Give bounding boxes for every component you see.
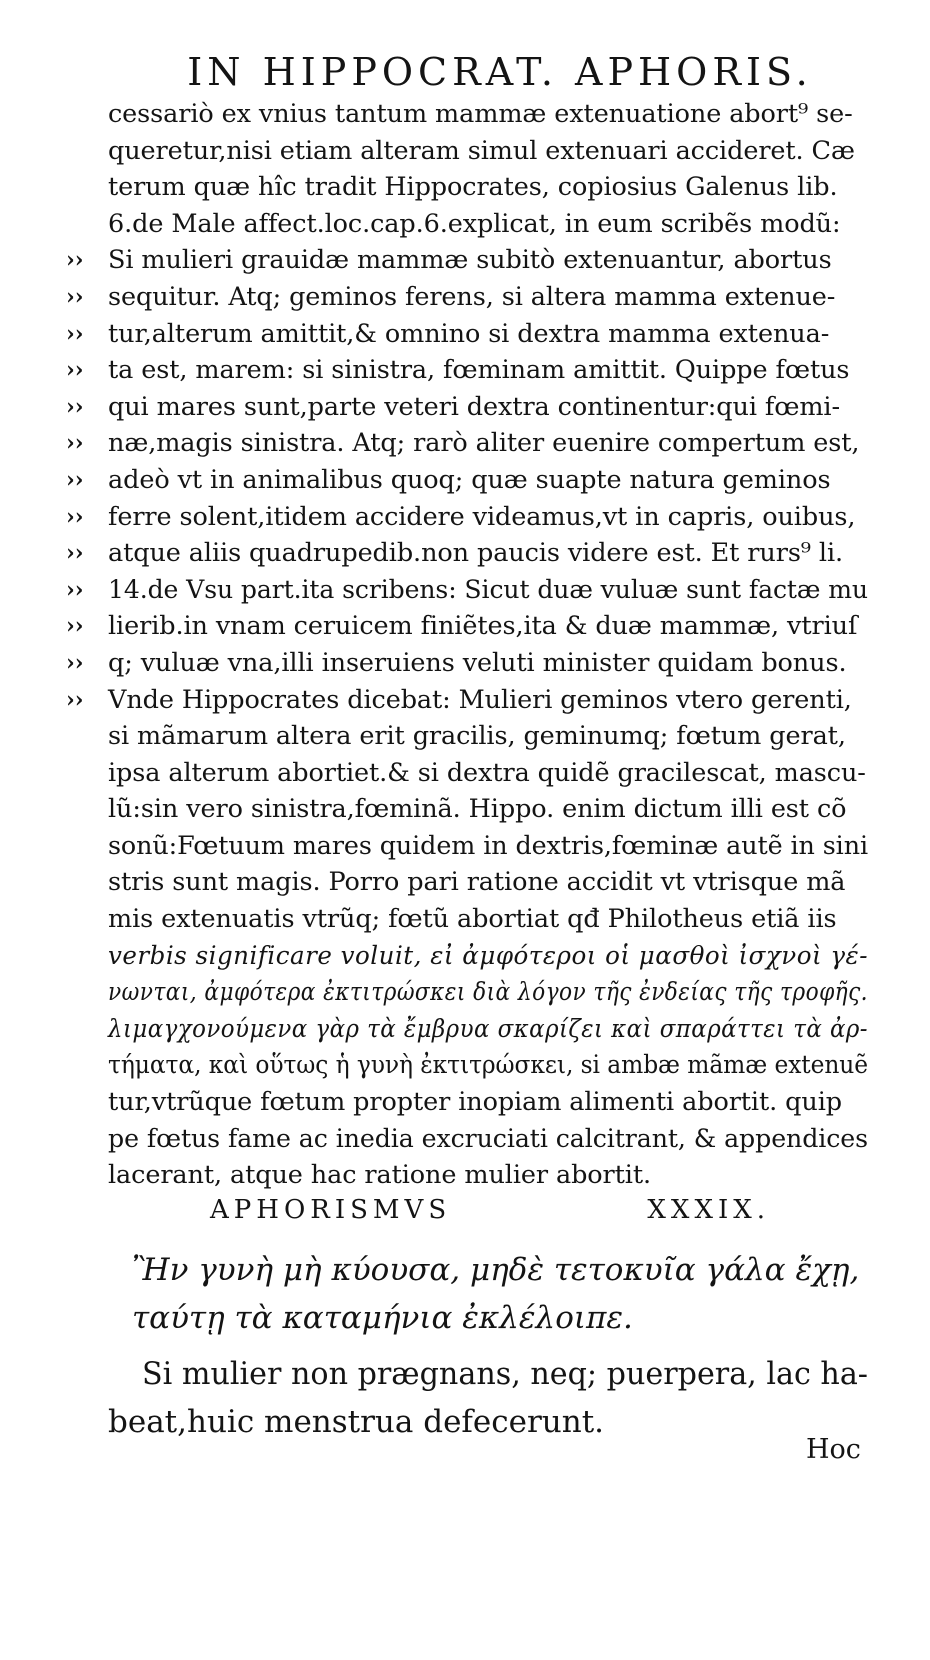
text-line-content: stris sunt magis. Porro pari ratione accidit vt vtrisque mã [108,867,846,898]
quotation-marker: ›› [66,393,84,420]
text-line [108,1121,868,1158]
text-line-content: si mãmarum altera erit gracilis, geminumq; fœtum gerat, [108,721,846,752]
text-line [108,864,868,901]
aphorism-latin-line: Si mulier non prægnans, neq; puerpera, lac ha- [142,1356,868,1392]
text-line-content: ta est, marem: si sinistra, fœminam amittit. Quippe fœtus [108,355,850,386]
aphorism-number: XXXIX. [647,1195,770,1225]
text-line [108,938,868,975]
text-line [66,462,868,499]
text-line [66,242,868,279]
commentary-text [66,96,868,1194]
aphorism-heading [210,1190,770,1230]
text-line [108,791,868,828]
text-line [108,755,868,792]
text-line [108,828,868,865]
text-line-content: atque aliis quadrupedib.non paucis videre est. Et rurs⁹ li. [108,538,844,569]
text-line [108,206,868,243]
text-line [66,572,868,609]
text-line-content: næ,magis sinistra. Atq; rarò aliter euenire compertum est, [108,428,860,459]
quotation-marker: ›› [66,247,84,274]
text-line-content: τήματα, καὶ οὕτως ἡ γυνὴ ἐκτιτρώσκει, si ambæ mãmæ extenuẽ [108,1050,868,1081]
aphorism-greek-line: Ἢν γυνὴ μὴ κύουσα, μηδὲ τετοκυῖα γάλα ἔχῃ, [132,1252,860,1288]
text-line-content: mis extenuatis vtrũq; fœtũ abortiat qđ Philotheus etiã iis [108,904,837,935]
text-line [108,1047,868,1084]
quotation-marker: ›› [66,283,84,310]
quotation-marker: ›› [66,357,84,384]
text-line [108,974,868,1011]
quotation-marker: ›› [66,613,84,640]
text-line-content: tur,alterum amittit,& omnino si dextra mamma extenua- [108,318,830,349]
text-line [108,1011,868,1048]
catchword: Hoc [806,1434,861,1465]
aphorism-latin-text [108,1350,868,1446]
text-line-content: ipsa alterum abortiet.& si dextra quidẽ gracilescat, mascu- [108,757,866,788]
text-line [66,645,868,682]
text-line-content: Si mulieri grauidæ mammæ subitò extenuantur, abortus [108,245,832,276]
text-line [66,389,868,426]
text-line-content: νωνται, ἀμφότερα ἐκτιτρώσκει διὰ λόγον τῆς ἐνδείας τῆς τροφῆς. [108,977,868,1008]
quotation-marker: ›› [66,466,84,493]
text-line [108,96,868,133]
quotation-marker: ›› [66,686,84,713]
text-line-content: qui mares sunt,parte veteri dextra continentur:qui fœmi- [108,391,840,422]
aphorism-latin-line: beat,huic menstrua defecerunt. [108,1404,605,1440]
quotation-marker: ›› [66,430,84,457]
text-line-content: sonũ:Fœtuum mares quidem in dextris,fœminæ autẽ in sini [108,830,868,861]
quotation-marker: ›› [66,320,84,347]
running-head: IN HIPPOCRAT. APHORIS. [187,50,813,94]
text-line-content: adeò vt in animalibus quoq; quæ suapte natura geminos [108,464,831,495]
text-line [66,279,868,316]
aphorism-greek-text [132,1246,872,1342]
text-line [108,901,868,938]
text-line-content: ferre solent,itidem accidere videamus,vt in capris, ouibus, [108,501,856,532]
text-line-content: cessariò ex vnius tantum mammæ extenuatione abort⁹ se- [108,99,853,129]
quotation-marker: ›› [66,540,84,567]
text-line-content: lũ:sin vero sinistra,fœminã. Hippo. enim dictum illi est cõ [108,794,847,825]
quotation-marker: ›› [66,649,84,676]
text-line [108,718,868,755]
text-line [108,133,868,170]
text-line-content: verbis significare voluit, εἰ ἀμφότεροι οἱ μασθοὶ ἰσχνοὶ γέ- [108,940,868,971]
text-line-content: q; vuluæ vna,illi inseruiens veluti minister quidam bonus. [108,647,847,678]
text-line [66,352,868,389]
text-line [108,169,868,206]
text-line-content: Vnde Hippocrates dicebat: Mulieri geminos vtero gerenti, [108,684,852,715]
text-line-content: terum quæ hîc tradit Hippocrates, copiosius Galenus lib. [108,172,838,203]
aphorism-heading-word: APHORISMVS [210,1195,452,1225]
text-line-content: lacerant, atque hac ratione mulier abortit. [108,1160,652,1191]
text-line [66,608,868,645]
text-line [66,425,868,462]
text-line [66,535,868,572]
text-line-content: lierib.in vnam ceruicem finiẽtes,ita & duæ mammæ, vtriuſ [108,611,858,642]
text-line-content: 14.de Vsu part.ita scribens: Sicut duæ vuluæ sunt factæ mu [108,574,868,605]
text-line [66,499,868,536]
text-line-content: pe fœtus fame ac inedia excruciati calcitrant, & appendices [108,1123,868,1154]
aphorism-greek-line: ταύτῃ τὰ καταμήνια ἐκλέλοιπε. [132,1300,633,1336]
text-line [108,1157,868,1194]
text-line-content: tur,vtrũque fœtum propter inopiam alimenti abortit. quip [108,1087,842,1118]
text-line [108,1084,868,1121]
text-line-content: λιμαγχονούμενα γὰρ τὰ ἔμβρυα σκαρίζει καὶ σπαράττει τὰ ἀρ- [108,1013,868,1044]
quotation-marker: ›› [66,576,84,603]
quotation-marker: ›› [66,503,84,530]
text-line-content: sequitur. Atq; geminos ferens, si altera mamma extenue- [108,281,836,312]
text-line [66,316,868,353]
text-line-content: queretur,nisi etiam alteram simul extenuari accideret. Cæ [108,135,855,166]
text-line [66,682,868,719]
text-line-content: 6.de Male affect.loc.cap.6.explicat, in eum scribẽs modũ: [108,208,841,239]
